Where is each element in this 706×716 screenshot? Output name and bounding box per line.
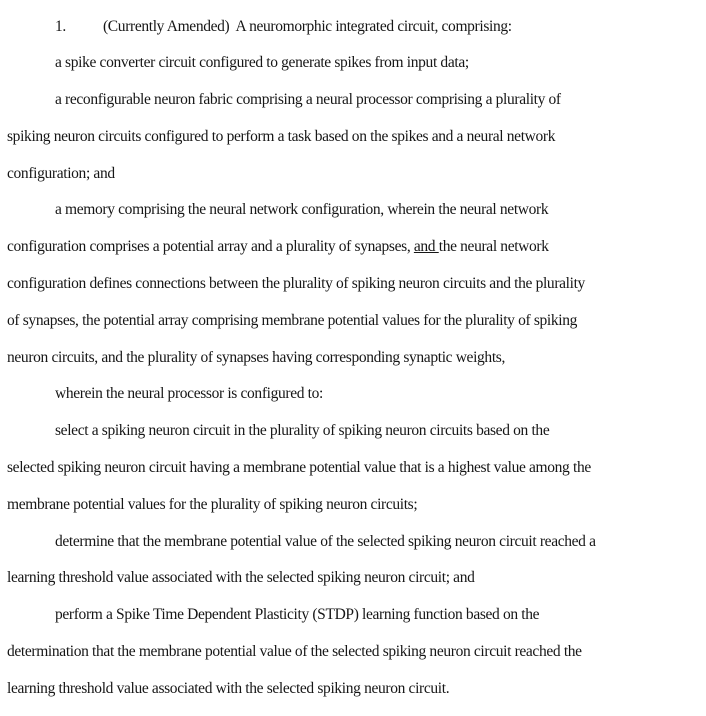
text-run: membrane potential values for the plurality of spiking neuron circuits; (7, 495, 418, 513)
text-run: a memory comprising the neural network configuration, wherein the neural network (55, 201, 549, 219)
claim-line (7, 671, 706, 708)
amended-underlined-text: and (413, 238, 439, 256)
claim-status: (Currently Amended) (103, 17, 230, 35)
text-run: determine that the membrane potential value of the selected spiking neuron circuit reached a (55, 532, 596, 550)
claim-line (7, 413, 706, 450)
text-run: determination that the membrane potential value of the selected spiking neuron circuit reached the (7, 643, 582, 661)
claim-line (7, 340, 706, 377)
text-run: learning threshold value associated with the selected spiking neuron circuit. (7, 679, 450, 697)
claim-line (7, 524, 706, 561)
claim-line (7, 45, 706, 82)
claim-line (7, 560, 706, 597)
text-run: of synapses, the potential array comprising membrane potential values for the plurality of spiking (7, 311, 578, 329)
claim-line (7, 487, 706, 524)
claim-line (7, 634, 706, 671)
text-run: perform a Spike Time Dependent Plasticity (STDP) learning function based on the (55, 606, 540, 624)
claim-line (7, 119, 706, 156)
text-run: configuration; and (7, 164, 115, 182)
claim-line (7, 266, 706, 303)
claim-line (7, 450, 706, 487)
claim-line (7, 597, 706, 634)
text-run: neuron circuits, and the plurality of synapses having corresponding synaptic weights, (7, 348, 505, 366)
claim-line (7, 229, 706, 266)
text-run: learning threshold value associated with the selected spiking neuron circuit; and (7, 569, 475, 587)
text-run: a spike converter circuit configured to generate spikes from input data; (55, 54, 469, 72)
text-run: the neural network (438, 238, 549, 256)
claim-line (7, 376, 706, 413)
claim-line (7, 156, 706, 193)
claim-line (7, 192, 706, 229)
text-run: configuration comprises a potential array and a plurality of synapses, (7, 238, 414, 256)
claim-line (7, 82, 706, 119)
claim-line (7, 9, 706, 46)
text-run: select a spiking neuron circuit in the plurality of spiking neuron circuits based on the (55, 422, 550, 440)
text-run: A neuromorphic integrated circuit, comprising: (229, 17, 512, 35)
claim-number: 1. (55, 17, 66, 35)
text-run: spiking neuron circuits configured to perform a task based on the spikes and a neural network (7, 127, 556, 145)
text-run: selected spiking neuron circuit having a membrane potential value that is a highest value among the (7, 459, 591, 477)
text-run: configuration defines connections between the plurality of spiking neuron circuits and the plurality (7, 275, 585, 293)
text-run: a reconfigurable neuron fabric comprising a neural processor comprising a plurality of (55, 91, 561, 109)
claim-line (7, 303, 706, 340)
text-run: wherein the neural processor is configured to: (55, 385, 323, 403)
